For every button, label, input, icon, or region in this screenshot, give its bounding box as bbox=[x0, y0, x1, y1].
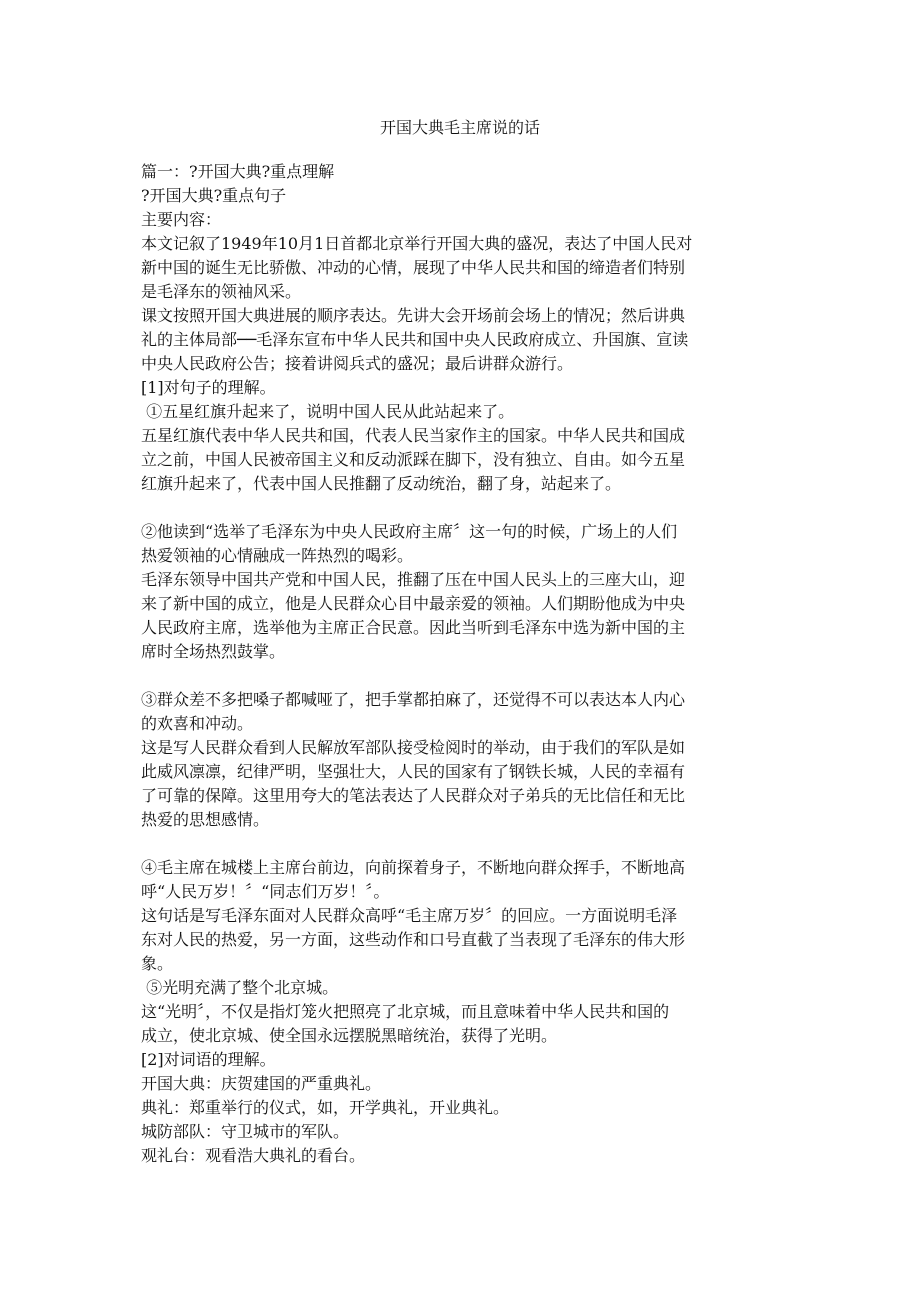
body-line: ⑤光明充满了整个北京城。 bbox=[141, 978, 339, 997]
document-body bbox=[141, 160, 783, 1168]
body-line: 热爱的思想感情。 bbox=[141, 810, 270, 829]
body-line: 席时全场热烈鼓掌。 bbox=[141, 642, 286, 661]
body-line: ③群众差不多把嗓子都喊哑了，把手掌都拍麻了，还觉得不可以表达本人内心 bbox=[141, 690, 686, 709]
body-line: 这句话是写毛泽东面对人民群众高呼“毛主席万岁〞的回应。一方面说明毛泽 bbox=[141, 906, 678, 925]
body-line: 东对人民的热爱，另一方面，这些动作和口号直截了当表现了毛泽东的伟大形 bbox=[141, 930, 686, 949]
body-line: ?开国大典?重点句子 bbox=[141, 186, 287, 205]
body-line: ①五星红旗升起来了，说明中国人民从此站起来了。 bbox=[141, 402, 515, 421]
paragraph-gap bbox=[141, 496, 783, 520]
body-line: 的欢喜和冲动。 bbox=[141, 714, 254, 733]
body-line: 来了新中国的成立，他是人民群众心目中最亲爱的领袖。人们期盼他成为中央 bbox=[141, 594, 686, 613]
document-title: 开国大典毛主席说的话 bbox=[379, 118, 540, 137]
body-line: 本文记叙了1949年10月1日首都北京举行开国大典的盛况，表达了中国人民对 bbox=[141, 234, 693, 253]
body-line: 人民政府主席，选举他为主席正合民意。因此当听到毛泽东中选为新中国的主 bbox=[141, 618, 686, 637]
body-line: [1]对句子的理解。 bbox=[141, 378, 276, 397]
body-line: 呼“人民万岁！〞“同志们万岁！〞。 bbox=[141, 882, 390, 901]
body-line: 毛泽东领导中国共产党和中国人民，推翻了压在中国人民头上的三座大山，迎 bbox=[141, 570, 686, 589]
body-line: 了可靠的保障。这里用夸大的笔法表达了人民群众对子弟兵的无比信任和无比 bbox=[141, 786, 686, 805]
body-line: 课文按照开国大典进展的顺序表达。先讲大会开场前会场上的情况；然后讲典 bbox=[141, 306, 686, 325]
body-line: 是毛泽东的领袖风采。 bbox=[141, 282, 302, 301]
body-line: 象。 bbox=[141, 954, 174, 973]
body-line: 中央人民政府公告；接着讲阅兵式的盛况；最后讲群众游行。 bbox=[141, 354, 574, 373]
body-line: [2]对词语的理解。 bbox=[141, 1050, 276, 1069]
body-line: 热爱领袖的心情融成一阵热烈的喝彩。 bbox=[141, 546, 414, 565]
body-line: 这“光明〞，不仅是指灯笼火把照亮了北京城，而且意味着中华人民共和国的 bbox=[141, 1002, 670, 1021]
body-line: 新中国的诞生无比骄傲、冲动的心情，展现了中华人民共和国的缔造者们特别 bbox=[141, 258, 686, 277]
body-line: 此威风凛凛，纪律严明，坚强壮大，人民的国家有了钢铁长城，人民的幸福有 bbox=[141, 762, 686, 781]
body-line: 城防部队：守卫城市的军队。 bbox=[141, 1122, 350, 1141]
paragraph-gap bbox=[141, 832, 783, 856]
body-line: 成立，使北京城、使全国永远摆脱黑暗统治，获得了光明。 bbox=[141, 1026, 558, 1045]
body-line: 典礼：郑重举行的仪式，如，开学典礼，开业典礼。 bbox=[141, 1098, 510, 1117]
body-line: 这是写人民群众看到人民解放军部队接受检阅时的举动，由于我们的军队是如 bbox=[141, 738, 686, 757]
body-line: 观礼台：观看浩大典礼的看台。 bbox=[141, 1146, 366, 1165]
body-line: 礼的主体局部──毛泽东宣布中华人民共和国中央人民政府成立、升国旗、宣读 bbox=[141, 330, 689, 349]
body-line: 篇一：?开国大典?重点理解 bbox=[141, 162, 335, 181]
body-line: 红旗升起来了，代表中国人民推翻了反动统治，翻了身，站起来了。 bbox=[141, 474, 622, 493]
body-line: 立之前，中国人民被帝国主义和反动派踩在脚下，没有独立、自由。如今五星 bbox=[141, 450, 686, 469]
body-line: ②他读到“选举了毛泽东为中央人民政府主席〞这一句的时候，广场上的人们 bbox=[141, 522, 678, 541]
body-line: ④毛主席在城楼上主席台前边，向前探着身子，不断地向群众挥手，不断地高 bbox=[141, 858, 686, 877]
body-line: 开国大典：庆贺建国的严重典礼。 bbox=[141, 1074, 382, 1093]
paragraph-gap bbox=[141, 664, 783, 688]
body-line: 主要内容： bbox=[141, 210, 222, 229]
body-line: 五星红旗代表中华人民共和国，代表人民当家作主的国家。中华人民共和国成 bbox=[141, 426, 686, 445]
